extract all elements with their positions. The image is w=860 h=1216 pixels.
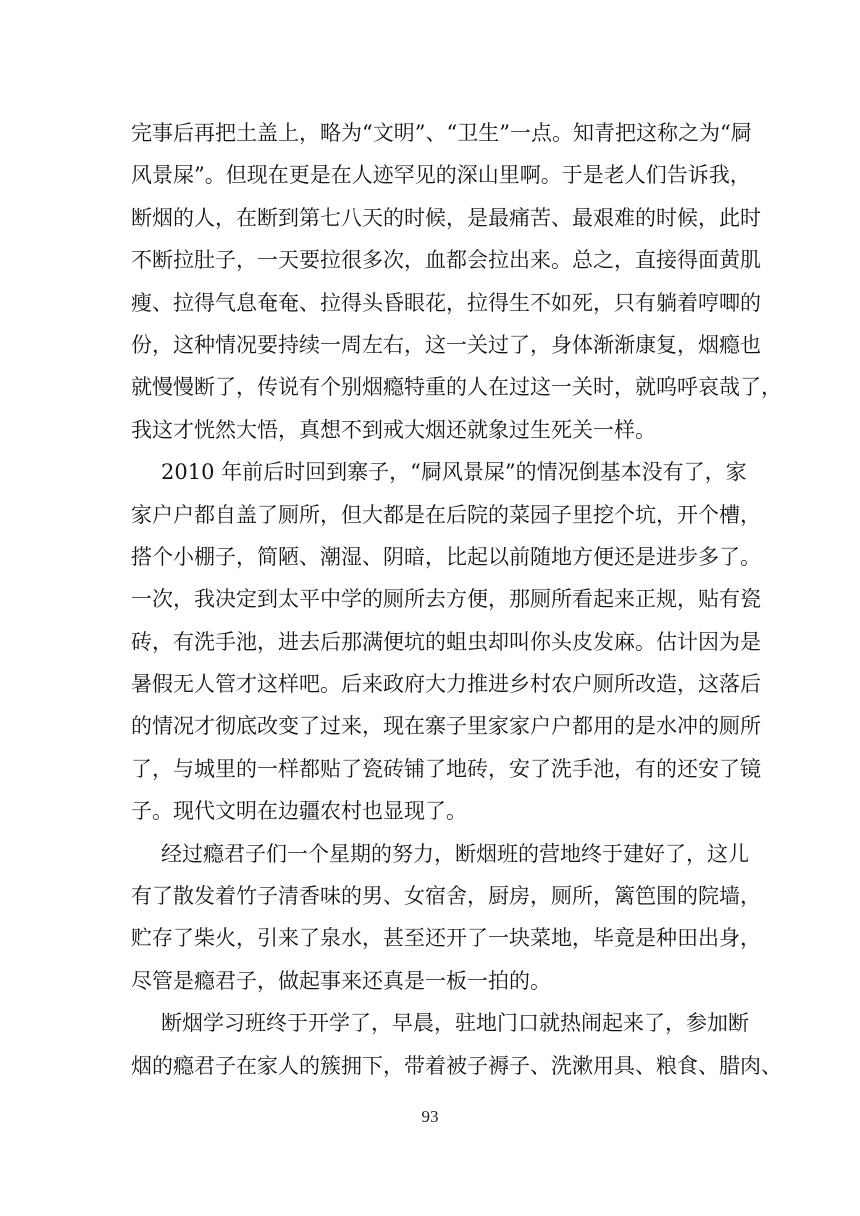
paragraph-3 xyxy=(131,833,761,1003)
text-line: 尽管是瘾君子，做起事来还真是一板一拍的。 xyxy=(131,968,551,993)
paragraph-1 xyxy=(131,112,782,451)
text-line: 烟的瘾君子在家人的簇拥下，带着被子褥子、洗漱用具、粮食、腊肉、 xyxy=(131,1053,782,1078)
text-line: 不断拉肚子，一天要拉很多次，血都会拉出来。总之，直接得面黄肌 xyxy=(131,248,761,273)
paragraph-2 xyxy=(131,451,761,833)
text-line: 经过瘾君子们一个星期的努力，断烟班的营地终于建好了，这儿 xyxy=(161,841,749,866)
body-text xyxy=(131,112,782,1087)
text-line: 断烟学习班终于开学了，早晨，驻地门口就热闹起来了，参加断 xyxy=(161,1011,749,1036)
text-line: 子。现代文明在边疆农村也显现了。 xyxy=(131,799,467,824)
paragraph-4 xyxy=(131,1002,782,1087)
text-line: 断烟的人，在断到第七八天的时候，是最痛苦、最艰难的时候，此时 xyxy=(131,205,761,230)
text-line: 2010 年前后时回到寨子，“屙风景屎”的情况倒基本没有了，家 xyxy=(161,460,747,485)
text-line: 份，这种情况要持续一周左右，这一关过了，身体渐渐康复，烟瘾也 xyxy=(131,332,761,357)
page-number: 93 xyxy=(421,1107,439,1126)
text-line: 有了散发着竹子清香味的男、女宿舍，厨房，厕所，篱笆围的院墙， xyxy=(131,884,761,909)
text-line: 贮存了柴火，引来了泉水，甚至还开了一块菜地，毕竟是种田出身， xyxy=(131,926,761,951)
text-line: 风景屎”。但现在更是在人迹罕见的深山里啊。于是老人们告诉我， xyxy=(131,163,751,188)
text-line: 家户户都自盖了厕所，但大都是在后院的菜园子里挖个坑，开个槽， xyxy=(131,502,761,527)
text-line: 就慢慢断了，传说有个别烟瘾特重的人在过这一关时，就呜呼哀哉了， xyxy=(131,375,782,400)
text-line: 完事后再把土盖上，略为“文明”、“卫生”一点。知青把这称之为“屙 xyxy=(131,121,752,145)
text-line: 搭个小棚子，简陋、潮湿、阴暗，比起以前随地方便还是进步多了。 xyxy=(131,544,761,569)
text-line: 暑假无人管才这样吧。后来政府大力推进乡村农户厕所改造，这落后 xyxy=(131,672,761,697)
text-line: 我这才恍然大悟，真想不到戒大烟还就象过生死关一样。 xyxy=(131,417,656,442)
text-line: 了，与城里的一样都贴了瓷砖铺了地砖，安了洗手池，有的还安了镜 xyxy=(131,756,761,781)
text-line: 瘦、拉得气息奄奄、拉得头昏眼花，拉得生不如死，只有躺着哼唧的 xyxy=(131,290,761,315)
text-line: 的情况才彻底改变了过来，现在寨子里家家户户都用的是水冲的厕所 xyxy=(131,714,761,739)
text-line: 一次，我决定到太平中学的厕所去方便，那厕所看起来正规，贴有瓷 xyxy=(131,587,761,612)
text-line: 砖，有洗手池，进去后那满便坑的蛆虫却叫你头皮发麻。估计因为是 xyxy=(131,629,761,654)
